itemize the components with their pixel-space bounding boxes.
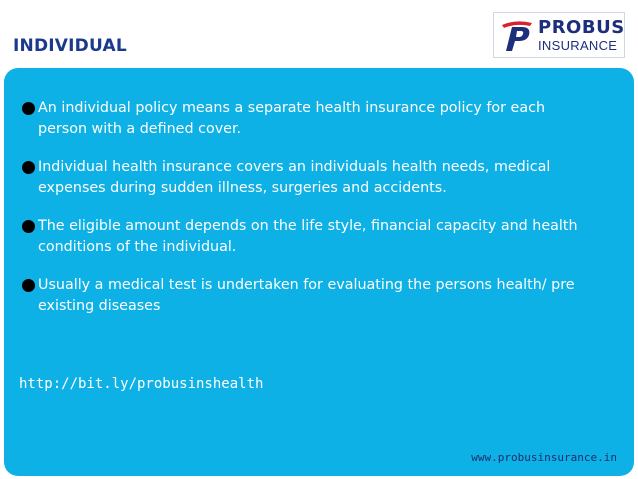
website-url[interactable]: www.probusinsurance.in	[471, 451, 617, 464]
bullet-text: Individual health insurance covers an individuals health needs, medical expenses during sudden illness, surgeries and accidents.	[38, 159, 551, 196]
bullet-dot-icon	[22, 161, 35, 174]
logo-sub-text: INSURANCE	[538, 38, 618, 53]
bullet-text: Usually a medical test is undertaken for evaluating the persons health/ pre existing diseases	[38, 277, 575, 314]
slide-title: INDIVIDUAL	[13, 36, 127, 56]
info-link[interactable]: http://bit.ly/probusinshealth	[19, 376, 264, 392]
logo-brand-text: PROBUS	[538, 17, 625, 38]
bullet-dot-icon	[22, 220, 35, 233]
bullet-dot-icon	[22, 102, 35, 115]
bullet-list	[22, 98, 582, 334]
content-panel	[4, 68, 634, 476]
bullet-text: The eligible amount depends on the life style, financial capacity and health conditions of the individual.	[38, 218, 578, 255]
bullet-item	[22, 157, 582, 199]
probus-logo	[493, 12, 625, 58]
bullet-text: An individual policy means a separate health insurance policy for each person with a defined cover.	[38, 100, 546, 137]
bullet-item	[22, 98, 582, 140]
bullet-item	[22, 275, 582, 317]
probus-logo-icon	[498, 17, 536, 53]
bullet-item	[22, 216, 582, 258]
bullet-dot-icon	[22, 279, 35, 292]
